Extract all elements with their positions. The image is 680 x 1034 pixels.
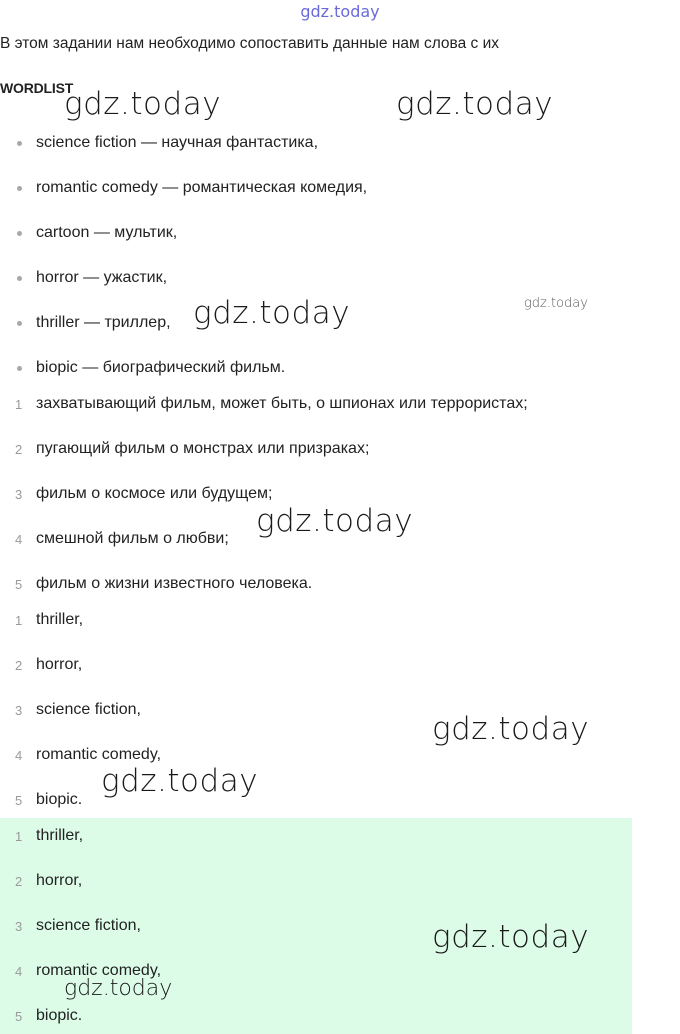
match-item: 4 romantic comedy, bbox=[15, 746, 162, 763]
wordlist-item: biopic — биографический фильм. bbox=[0, 357, 285, 379]
wordlist-item: romantic comedy — романтическая комедия, bbox=[0, 177, 367, 199]
bullet-icon bbox=[17, 366, 22, 371]
watermark: gdz.today bbox=[432, 711, 590, 747]
bullet-icon bbox=[17, 276, 22, 281]
watermark: gdz.today bbox=[193, 295, 351, 331]
wordlist-heading: WORDLIST bbox=[0, 80, 74, 96]
top-watermark: gdz.today bbox=[300, 2, 380, 21]
description-item: 1 захватывающий фильм, может быть, о шпионах или террористах; bbox=[15, 395, 528, 412]
wordlist-item: horror — ужастик, bbox=[0, 267, 167, 289]
bullet-icon bbox=[17, 231, 22, 236]
description-item: 5 фильм о жизни известного человека. bbox=[15, 575, 313, 592]
match-item: 2 horror, bbox=[15, 656, 83, 673]
watermark: gdz.today bbox=[64, 86, 222, 122]
watermark: gdz.today bbox=[432, 919, 590, 955]
match-item: 3 science fiction, bbox=[15, 701, 141, 718]
watermark: gdz.today bbox=[256, 503, 414, 539]
bullet-icon bbox=[17, 141, 22, 146]
answer-item: 3 science fiction, bbox=[15, 917, 141, 934]
watermark: gdz.today bbox=[101, 763, 259, 799]
description-item: 2 пугающий фильм о монстрах или призраках; bbox=[15, 440, 370, 457]
bullet-icon bbox=[17, 321, 22, 326]
intro-text: В этом задании нам необходимо сопоставить данные нам слова с их bbox=[0, 35, 500, 52]
answer-item: 2 horror, bbox=[15, 872, 83, 889]
watermark: gdz.today bbox=[64, 976, 173, 1001]
description-item: 3 фильм о космосе или будущем; bbox=[15, 485, 273, 502]
description-item: 4 смешной фильм о любви; bbox=[15, 530, 229, 547]
wordlist-item: science fiction — научная фантастика, bbox=[0, 132, 318, 154]
watermark: gdz.today bbox=[524, 296, 588, 311]
bullet-icon bbox=[17, 186, 22, 191]
watermark: gdz.today bbox=[396, 86, 554, 122]
match-item: 1 thriller, bbox=[15, 611, 84, 628]
answer-item: 5 biopic. bbox=[15, 1007, 83, 1024]
wordlist-item: thriller — триллер, bbox=[0, 312, 171, 334]
answer-item: 4 romantic comedy, bbox=[15, 962, 162, 979]
wordlist-item: cartoon — мультик, bbox=[0, 222, 177, 244]
answer-item: 1 thriller, bbox=[15, 827, 84, 844]
match-item: 5 biopic. bbox=[15, 791, 83, 808]
